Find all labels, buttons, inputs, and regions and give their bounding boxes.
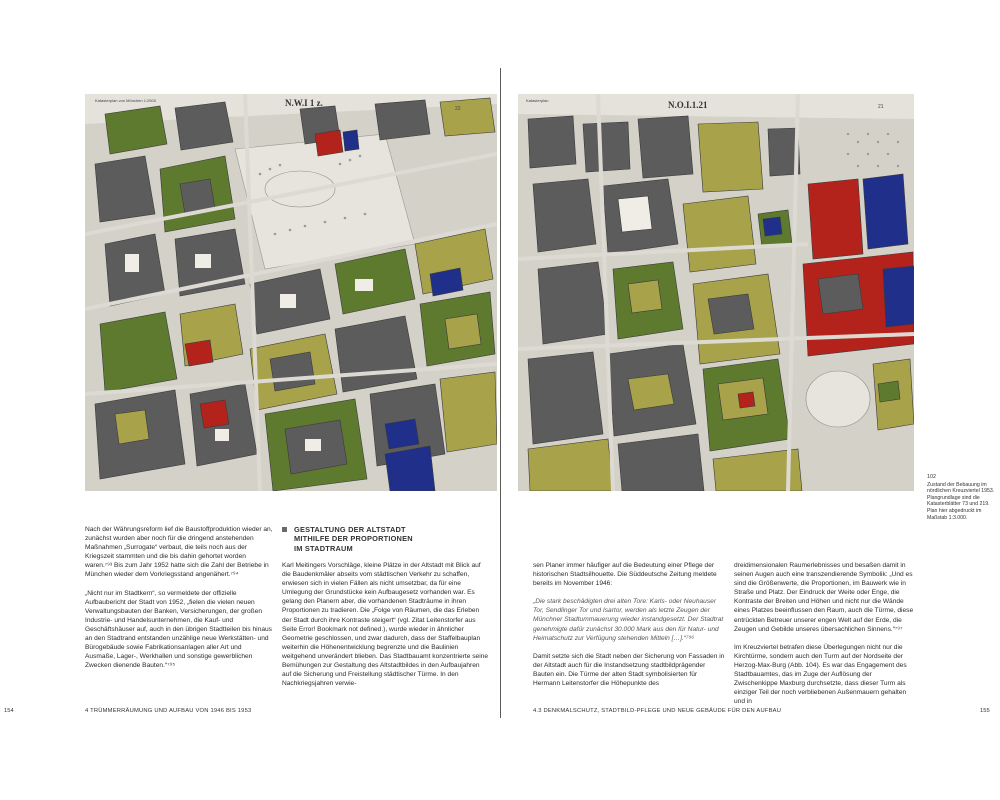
- map-right-small-label: Katasterplan: [526, 98, 549, 103]
- map-right-number: 21: [878, 104, 884, 110]
- paragraph: Damit setzte sich die Stadt neben der Sicherung von Fassaden in der Altstadt auch für die Instandsetzung stadtbildprägender Bauten ein. Die Türme der alten Stadt symbolisierten für Hermann Leitenstorfer die Höhepunkte des: [533, 652, 725, 688]
- figure-caption-text: Zustand der Bebauung im nördlichen Kreuzviertel 1953. Plangrundlage sind die Katasterblätter 73 und 219. Plan hier abgedruckt im Maßstab 1:3.000.: [927, 481, 995, 521]
- map-left-small-label: Katasterplan von München 1:2500: [95, 98, 156, 103]
- figure-number: 102: [927, 474, 936, 480]
- figure-caption: [927, 474, 997, 521]
- text-column-1: [85, 525, 273, 679]
- text-column-2: [282, 561, 490, 697]
- heading-line: GESTALTUNG DER ALTSTADT: [294, 525, 406, 534]
- text-column-3: [533, 561, 725, 697]
- paragraph: dreidimensionalen Raumerlebnisses und besaßen damit in seinen Augen auch eine transzendierende Symbolik: „Und es sind die Größenwerte, die Proportionen, im Bauwerk wie in Straße und Platz. Der Eindruck der Weite oder Enge, die Kontraste der Breiten und Höhen und nicht nur die Wände eines Platzes beeinflussen den Raum, auch die Türme, diese entrückten Betreuer unserer engen Welt auf der Erde, die Zeugen und Gebilde unseres übersachlichen Sinnens.“⁷⁹⁷: [734, 562, 914, 633]
- cadastral-map-right: [518, 94, 914, 491]
- heading-line: IM STADTRAUM: [294, 543, 353, 553]
- heading-square-icon: [282, 527, 287, 532]
- page-number-left: 154: [4, 708, 14, 714]
- paragraph: Karl Meitingers Vorschläge, kleine Plätze in der Altstadt mit Blick auf die Baudenkmäler abseits vom städtischen Verkehr zu schaffen, erwiesen sich in vielen Fällen als nicht umsetzbar, da für eine Umlegung der Grundstücke kein Aufbaugesetz vorhanden war. Es gelang den Planern aber, die vorhandenen Stadträume in ihren Proportionen zu tradieren. Die „Folge von Räumen, die das Erleben der Stadt durch ihre Kontraste steigert“ (vgl. Zitat Leitenstorfer aus Seite Error! Bookmark not defined.), wurde wieder in ähnlicher Geometrie geschlossen, und zwar dadurch, dass der Staffelbauplan weiterhin die Höhenentwicklung begrenzte und die Baulinien weitgehend unverändert blieben. Das Stadtbauamt konzentrierte seine Bemühungen zur Gestaltung des Altstadtbildes in den Aufbaujahren auf die Sicherung und Freistellung städtischer Türme. In den Nachkriegsjahren verwie-: [282, 562, 489, 688]
- paragraph: Im Kreuzviertel betrafen diese Überlegungen nicht nur die Kirchtürme, sondern auch den Turm auf der Nordseite der Herzog-Max-Burg (Abb. 104). Es war das Engagement des Stadtbauamtes, das im Zuge der Auflösung der Zwischenkippe Maxburg durchsetzte, dass dieser Turm als einziger Teil der noch verbliebenen Außenmauern gehalten und in: [734, 643, 907, 706]
- map-left-drawing: [85, 94, 497, 491]
- paragraph: sen Planer immer häufiger auf die Bedeutung einer Pflege der historischen Stadtsilhouette. Die Süddeutsche Zeitung meldete bereits im November 1946:: [533, 562, 717, 588]
- running-head-right: 4.3 DENKMALSCHUTZ, STADTBILD-PFLEGE UND NEUE GEBÄUDE FÜR DEN AUFBAU: [533, 708, 782, 714]
- page-number-right: 155: [980, 708, 990, 714]
- map-right-drawing: [518, 94, 914, 491]
- paragraph: „Nicht nur im Stadtkern“, so vermeldete der offizielle Aufbaubericht der Stadt von 1952, „fielen die vielen neuen Verwaltungsbauten der Banken, Versicherungen, der großen Industrie- und Handelsunternehmen, die Kauf- und Geschäftshäuser auf, auch in den übrigen Stadtteilen bis hinaus an den Stadtrand entstanden unzählige neue Werkstätten- und Bürogebäude sowie Fabrikationsanlagen aller Art und Ausmaße, Lager-, Werkhallen und sonstige gewerblichen Zwecken dienende Bauten.“⁷⁹⁵: [85, 589, 272, 670]
- cadastral-map-left: [85, 94, 497, 491]
- map-left-label: N.W.I 1 z.: [285, 98, 323, 108]
- text-column-4: [734, 561, 916, 715]
- section-heading: [282, 525, 482, 553]
- running-head-left: 4 TRÜMMERRÄUMUNG UND AUFBAU VON 1946 BIS 1953: [85, 708, 252, 714]
- paragraph: Nach der Währungsreform lief die Baustoffproduktion wieder an, zunächst wurden aber noch für die dringend anstehenden Maßnahmen „Surrogate“ verbaut, die teils noch aus der Kriegszeit stammten und die bis dahin gehortet worden waren.⁷⁹³ Bis zum Jahr 1952 hatte sich die Zahl der Betriebe in München wieder dem Vorkriegsstand angenähert.⁷⁹⁴: [85, 526, 273, 579]
- block-quote: „Die stark beschädigten drei alten Tore: Karls- oder Neuhauser Tor, Sendlinger Tor und Isartor, werden als letzte Zeugen der Münchner Stadtummauerung wieder instandgesetzt. Der Stadtrat genehmigte dafür zunächst 30.000 Mark aus den für Natur- und Heimatschutz zur Verfügung stehenden Mitteln […].“⁷⁹⁶: [533, 598, 724, 642]
- map-left-number: 22: [455, 106, 461, 112]
- map-right-label: N.O.I.1.21: [668, 100, 708, 110]
- heading-line: MITHILFE DER PROPORTIONEN: [294, 534, 413, 544]
- page-gutter: [500, 68, 501, 718]
